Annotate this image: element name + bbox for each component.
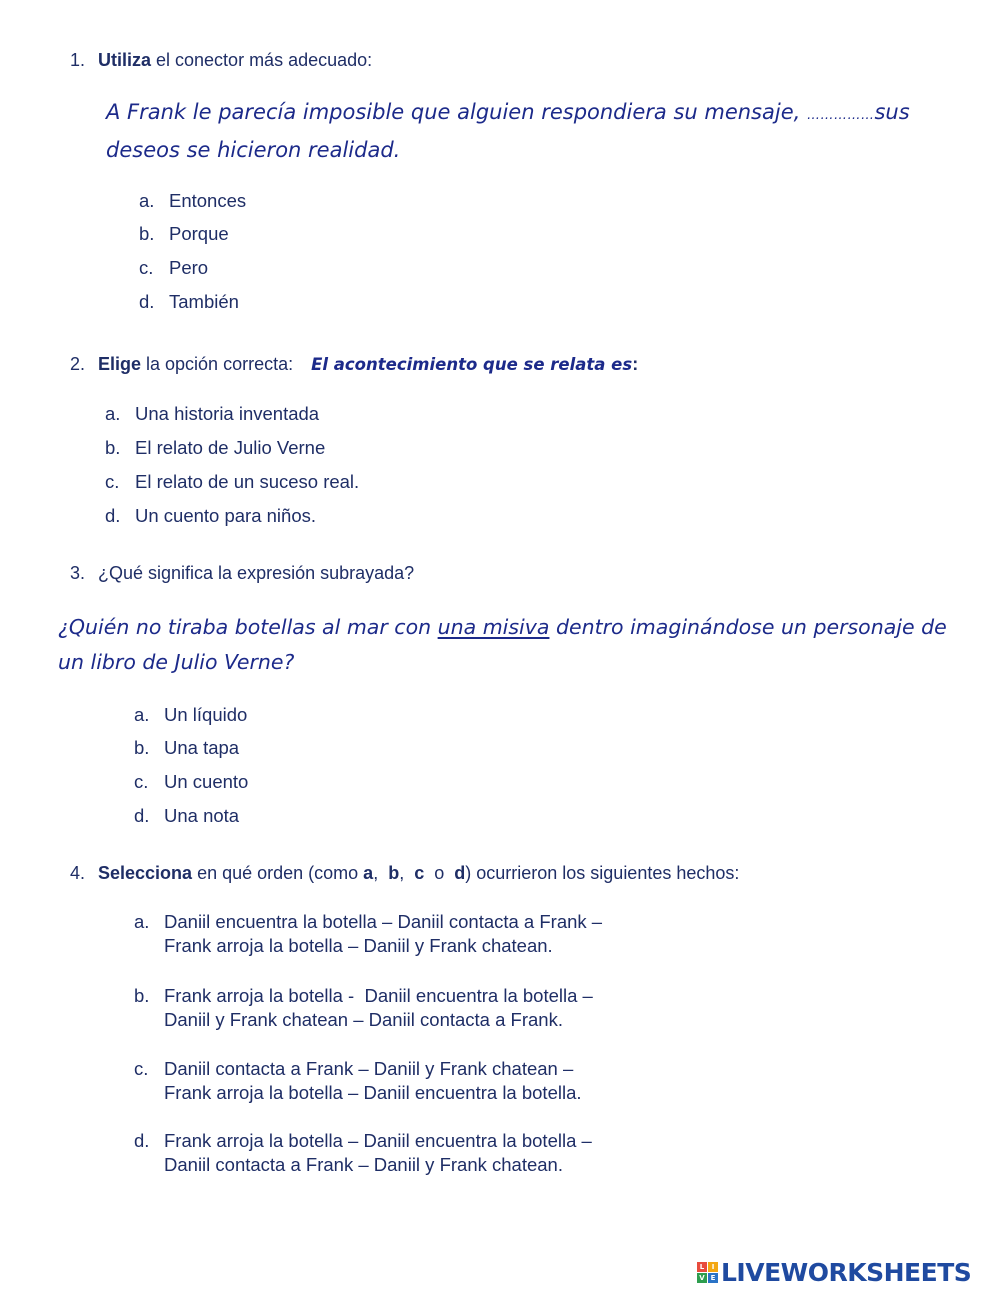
logo-tiles-icon [697, 1262, 718, 1283]
separator: , [399, 863, 415, 883]
question-2-option-d[interactable] [105, 505, 316, 527]
separator: o [424, 863, 455, 883]
question-text: el conector más adecuado: [151, 50, 373, 70]
option-letter: a. [134, 704, 150, 725]
option-text: También [169, 291, 239, 312]
option-letter: b. [134, 737, 150, 758]
sentence-text: sus [874, 100, 910, 124]
option-text: Frank arroja la botella – Daniil y Frank chatean. [164, 935, 553, 956]
option-letter: d. [139, 291, 155, 312]
option-letter: a. [139, 190, 155, 211]
option-text: Daniil encuentra la botella – Daniil contacta a Frank – [164, 911, 603, 932]
logo-text: LIVEWORKSHEETS [721, 1257, 972, 1287]
logo-tile: V [697, 1273, 707, 1283]
underlined-expression: una misiva [437, 615, 550, 639]
option-letter: a. [134, 911, 150, 932]
letter-b: b [388, 863, 400, 883]
question-2-option-b[interactable] [105, 437, 325, 459]
option-text: El relato de un suceso real. [135, 471, 360, 492]
option-text: Frank arroja la botella – Daniil encuentra la botella – [164, 1130, 592, 1151]
option-text: Pero [169, 257, 209, 278]
question-verb: Elige [98, 354, 142, 374]
question-1-option-a[interactable] [139, 190, 246, 212]
question-3-sentence [58, 610, 947, 680]
question-2-option-c[interactable] [105, 471, 359, 493]
blank-dots: …………… [806, 108, 875, 123]
option-letter: a. [105, 403, 121, 424]
option-text: Frank arroja la botella – Daniil encuentra la botella. [164, 1082, 582, 1103]
question-verb: Selecciona [98, 863, 193, 883]
option-text: Daniil y Frank chatean – Daniil contacta a Frank. [164, 1009, 563, 1030]
question-verb: Utiliza [98, 50, 152, 70]
question-1-heading [70, 50, 372, 71]
option-text: Frank arroja la botella - Daniil encuentra la botella – [164, 985, 593, 1006]
logo-tile: I [708, 1262, 718, 1272]
question-text: en qué orden (como [192, 863, 364, 883]
question-number: 2. [70, 354, 86, 374]
option-letter: c. [139, 257, 154, 278]
question-text: la opción correcta: [141, 354, 294, 374]
option-text: Una tapa [164, 737, 240, 758]
question-1-option-c[interactable] [139, 257, 208, 279]
separator: , [373, 863, 389, 883]
option-letter: c. [105, 471, 120, 492]
liveworksheets-logo [697, 1257, 971, 1287]
option-text: Daniil contacta a Frank – Daniil y Frank chatean. [164, 1154, 563, 1175]
sentence-text: dentro imaginándose un personaje de [549, 615, 947, 639]
question-1-option-d[interactable] [139, 291, 239, 313]
letter-c: c [414, 863, 425, 883]
sentence-text: ¿Quién no tiraba botellas al mar con [58, 615, 438, 639]
question-3-option-d[interactable] [134, 805, 239, 827]
option-text: Entonces [169, 190, 247, 211]
question-1-sentence [106, 95, 910, 168]
question-3-option-b[interactable] [134, 737, 239, 759]
sentence-text: un libro de Julio Verne? [58, 650, 295, 674]
option-letter: d. [134, 805, 150, 826]
question-colon: : [632, 354, 639, 374]
letter-d: d [454, 863, 466, 883]
option-letter: d. [105, 505, 121, 526]
question-4-option-c[interactable] [134, 1057, 582, 1105]
question-3-heading [70, 563, 414, 584]
sentence-text: A Frank le parecía imposible que alguien respondiera su mensaje, [106, 100, 807, 124]
option-text: Un líquido [164, 704, 248, 725]
option-letter: b. [105, 437, 121, 458]
option-text: Daniil contacta a Frank – Daniil y Frank chatean – [164, 1058, 574, 1079]
option-text: Una historia inventada [135, 403, 320, 424]
option-text: Porque [169, 223, 229, 244]
question-4-option-d[interactable] [134, 1129, 592, 1177]
question-text: ¿Qué significa la expresión subrayada? [98, 563, 415, 583]
question-number: 4. [70, 863, 86, 883]
question-2-heading [70, 354, 638, 375]
sentence-text: deseos se hicieron realidad. [106, 138, 401, 162]
option-text: Una nota [164, 805, 240, 826]
question-number: 3. [70, 563, 86, 583]
question-3-option-c[interactable] [134, 771, 248, 793]
question-number: 1. [70, 50, 86, 70]
question-italic: El acontecimiento que se relata es [311, 355, 633, 374]
option-letter: b. [139, 223, 155, 244]
option-letter: b. [134, 985, 150, 1006]
question-3-option-a[interactable] [134, 704, 247, 726]
question-4-heading [70, 863, 739, 884]
question-4-option-b[interactable] [134, 984, 593, 1032]
option-letter: d. [134, 1130, 150, 1151]
option-text: Un cuento para niños. [135, 505, 317, 526]
question-1-option-b[interactable] [139, 223, 229, 245]
question-text: ) ocurrieron los siguientes hechos: [465, 863, 740, 883]
logo-tile: L [697, 1262, 707, 1272]
question-2-option-a[interactable] [105, 403, 319, 425]
question-4-option-a[interactable] [134, 910, 602, 958]
option-letter: c. [134, 771, 149, 792]
letter-a: a [363, 863, 374, 883]
option-letter: c. [134, 1058, 149, 1079]
logo-tile: E [708, 1273, 718, 1283]
option-text: Un cuento [164, 771, 249, 792]
option-text: El relato de Julio Verne [135, 437, 326, 458]
